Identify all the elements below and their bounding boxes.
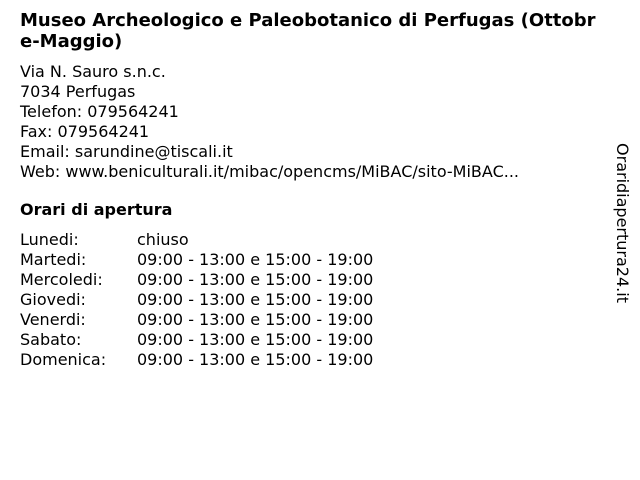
hours-row-monday xyxy=(20,230,600,250)
phone-number: Telefon: 079564241 xyxy=(20,102,179,121)
hours-time: 09:00 - 13:00 e 15:00 - 19:00 xyxy=(137,290,374,309)
contact-block xyxy=(20,62,600,182)
hours-day: Mercoledi: xyxy=(20,270,103,289)
brand-label: Oraridiapertura24.it xyxy=(613,142,633,303)
hours-time: 09:00 - 13:00 e 15:00 - 19:00 xyxy=(137,310,374,329)
hours-day: Martedi: xyxy=(20,250,87,269)
hours-day: Giovedi: xyxy=(20,290,86,309)
hours-row-tuesday xyxy=(20,250,600,270)
fax-number: Fax: 079564241 xyxy=(20,122,150,141)
hours-row-thursday xyxy=(20,290,600,310)
hours-time: 09:00 - 13:00 e 15:00 - 19:00 xyxy=(137,350,374,369)
hours-row-friday xyxy=(20,310,600,330)
opening-hours-list xyxy=(20,230,600,370)
hours-day: Domenica: xyxy=(20,350,107,369)
city-address: 7034 Perfugas xyxy=(20,82,136,101)
business-card xyxy=(20,10,600,370)
website-link[interactable]: Web: www.beniculturali.it/mibac/opencms/MiBAC/sito-MiBAC... xyxy=(20,162,519,181)
hours-day: Lunedi: xyxy=(20,230,79,249)
page-title: Museo Archeologico e Paleobotanico di Perfugas (Ottobre-Maggio) xyxy=(20,10,596,52)
hours-time: 09:00 - 13:00 e 15:00 - 19:00 xyxy=(137,330,374,349)
hours-time: chiuso xyxy=(137,230,189,249)
email-address: Email: sarundine@tiscali.it xyxy=(20,142,233,161)
hours-day: Venerdi: xyxy=(20,310,86,329)
hours-row-sunday xyxy=(20,350,600,370)
hours-row-wednesday xyxy=(20,270,600,290)
brand-watermark xyxy=(612,135,632,310)
street-address: Via N. Sauro s.n.c. xyxy=(20,62,166,81)
hours-day: Sabato: xyxy=(20,330,82,349)
hours-time: 09:00 - 13:00 e 15:00 - 19:00 xyxy=(137,270,374,289)
hours-time: 09:00 - 13:00 e 15:00 - 19:00 xyxy=(137,250,374,269)
hours-row-saturday xyxy=(20,330,600,350)
opening-hours-heading: Orari di apertura xyxy=(20,200,173,219)
